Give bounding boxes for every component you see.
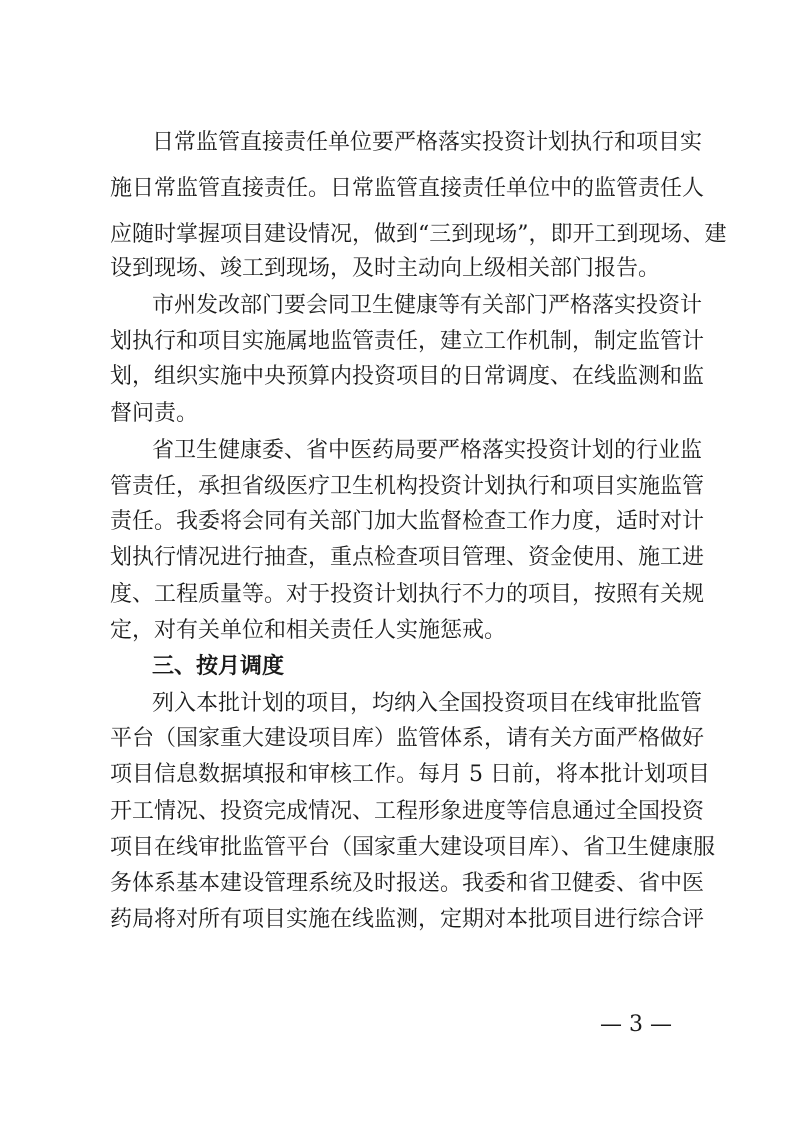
p3-line-6: 定，对有关单位和相关责任人实施惩戒。 xyxy=(110,618,507,643)
page-number: — 3 — xyxy=(600,1012,672,1037)
s3-line-7: 药局将对所有项目实施在线监测，定期对本批项目进行综合评 xyxy=(110,907,705,932)
p2-line-3: 划，组织实施中央预算内投资项目的日常调度、在线监测和监 xyxy=(110,364,705,389)
p2-line-4: 督问责。 xyxy=(110,401,199,426)
s3-line-6: 务体系基本建设管理系统及时报送。我委和省卫健委、省中医 xyxy=(110,871,705,896)
p3-line-2: 管责任，承担省级医疗卫生机构投资计划执行和项目实施监管 xyxy=(110,474,705,499)
section-heading: 三、按月调度 xyxy=(152,654,285,679)
p2-line-2: 划执行和项目实施属地监管责任，建立工作机制，制定监管计 xyxy=(110,329,705,354)
p3-line-1: 省卫生健康委、省中医药局要严格落实投资计划的行业监 xyxy=(152,438,703,463)
p1-line-3: 应随时掌握项目建设情况，做到“三到现场”，即开工到现场、建 xyxy=(110,222,727,247)
p3-line-3: 责任。我委将会同有关部门加大监督检查工作力度，适时对计 xyxy=(110,509,705,534)
s3-line-4: 开工情况、投资完成情况、工程形象进度等信息通过全国投资 xyxy=(110,799,705,824)
s3-line-2: 平台（国家重大建设项目库）监管体系，请有关方面严格做好 xyxy=(110,726,705,751)
p3-line-4: 划执行情况进行抽查，重点检查项目管理、资金使用、施工进 xyxy=(110,545,705,570)
p3-line-5: 度、工程质量等。对于投资计划执行不力的项目，按照有关规 xyxy=(110,582,705,607)
p1-line-1: 日常监管直接责任单位要严格落实投资计划执行和项目实 xyxy=(152,130,703,155)
p2-line-1: 市州发改部门要会同卫生健康等有关部门严格落实投资计 xyxy=(152,293,703,318)
s3-line-1: 列入本批计划的项目，均纳入全国投资项目在线审批监管 xyxy=(152,691,703,716)
s3-line-5: 项目在线审批监管平台（国家重大建设项目库）、省卫生健康服 xyxy=(110,835,716,860)
p1-line-4: 设到现场、竣工到现场，及时主动向上级相关部门报告。 xyxy=(110,256,661,281)
s3-line-3: 项目信息数据填报和审核工作。每月 5 日前，将本批计划项目 xyxy=(110,762,710,787)
p1-line-2: 施日常监管直接责任。日常监管直接责任单位中的监管责任人 xyxy=(110,176,705,201)
